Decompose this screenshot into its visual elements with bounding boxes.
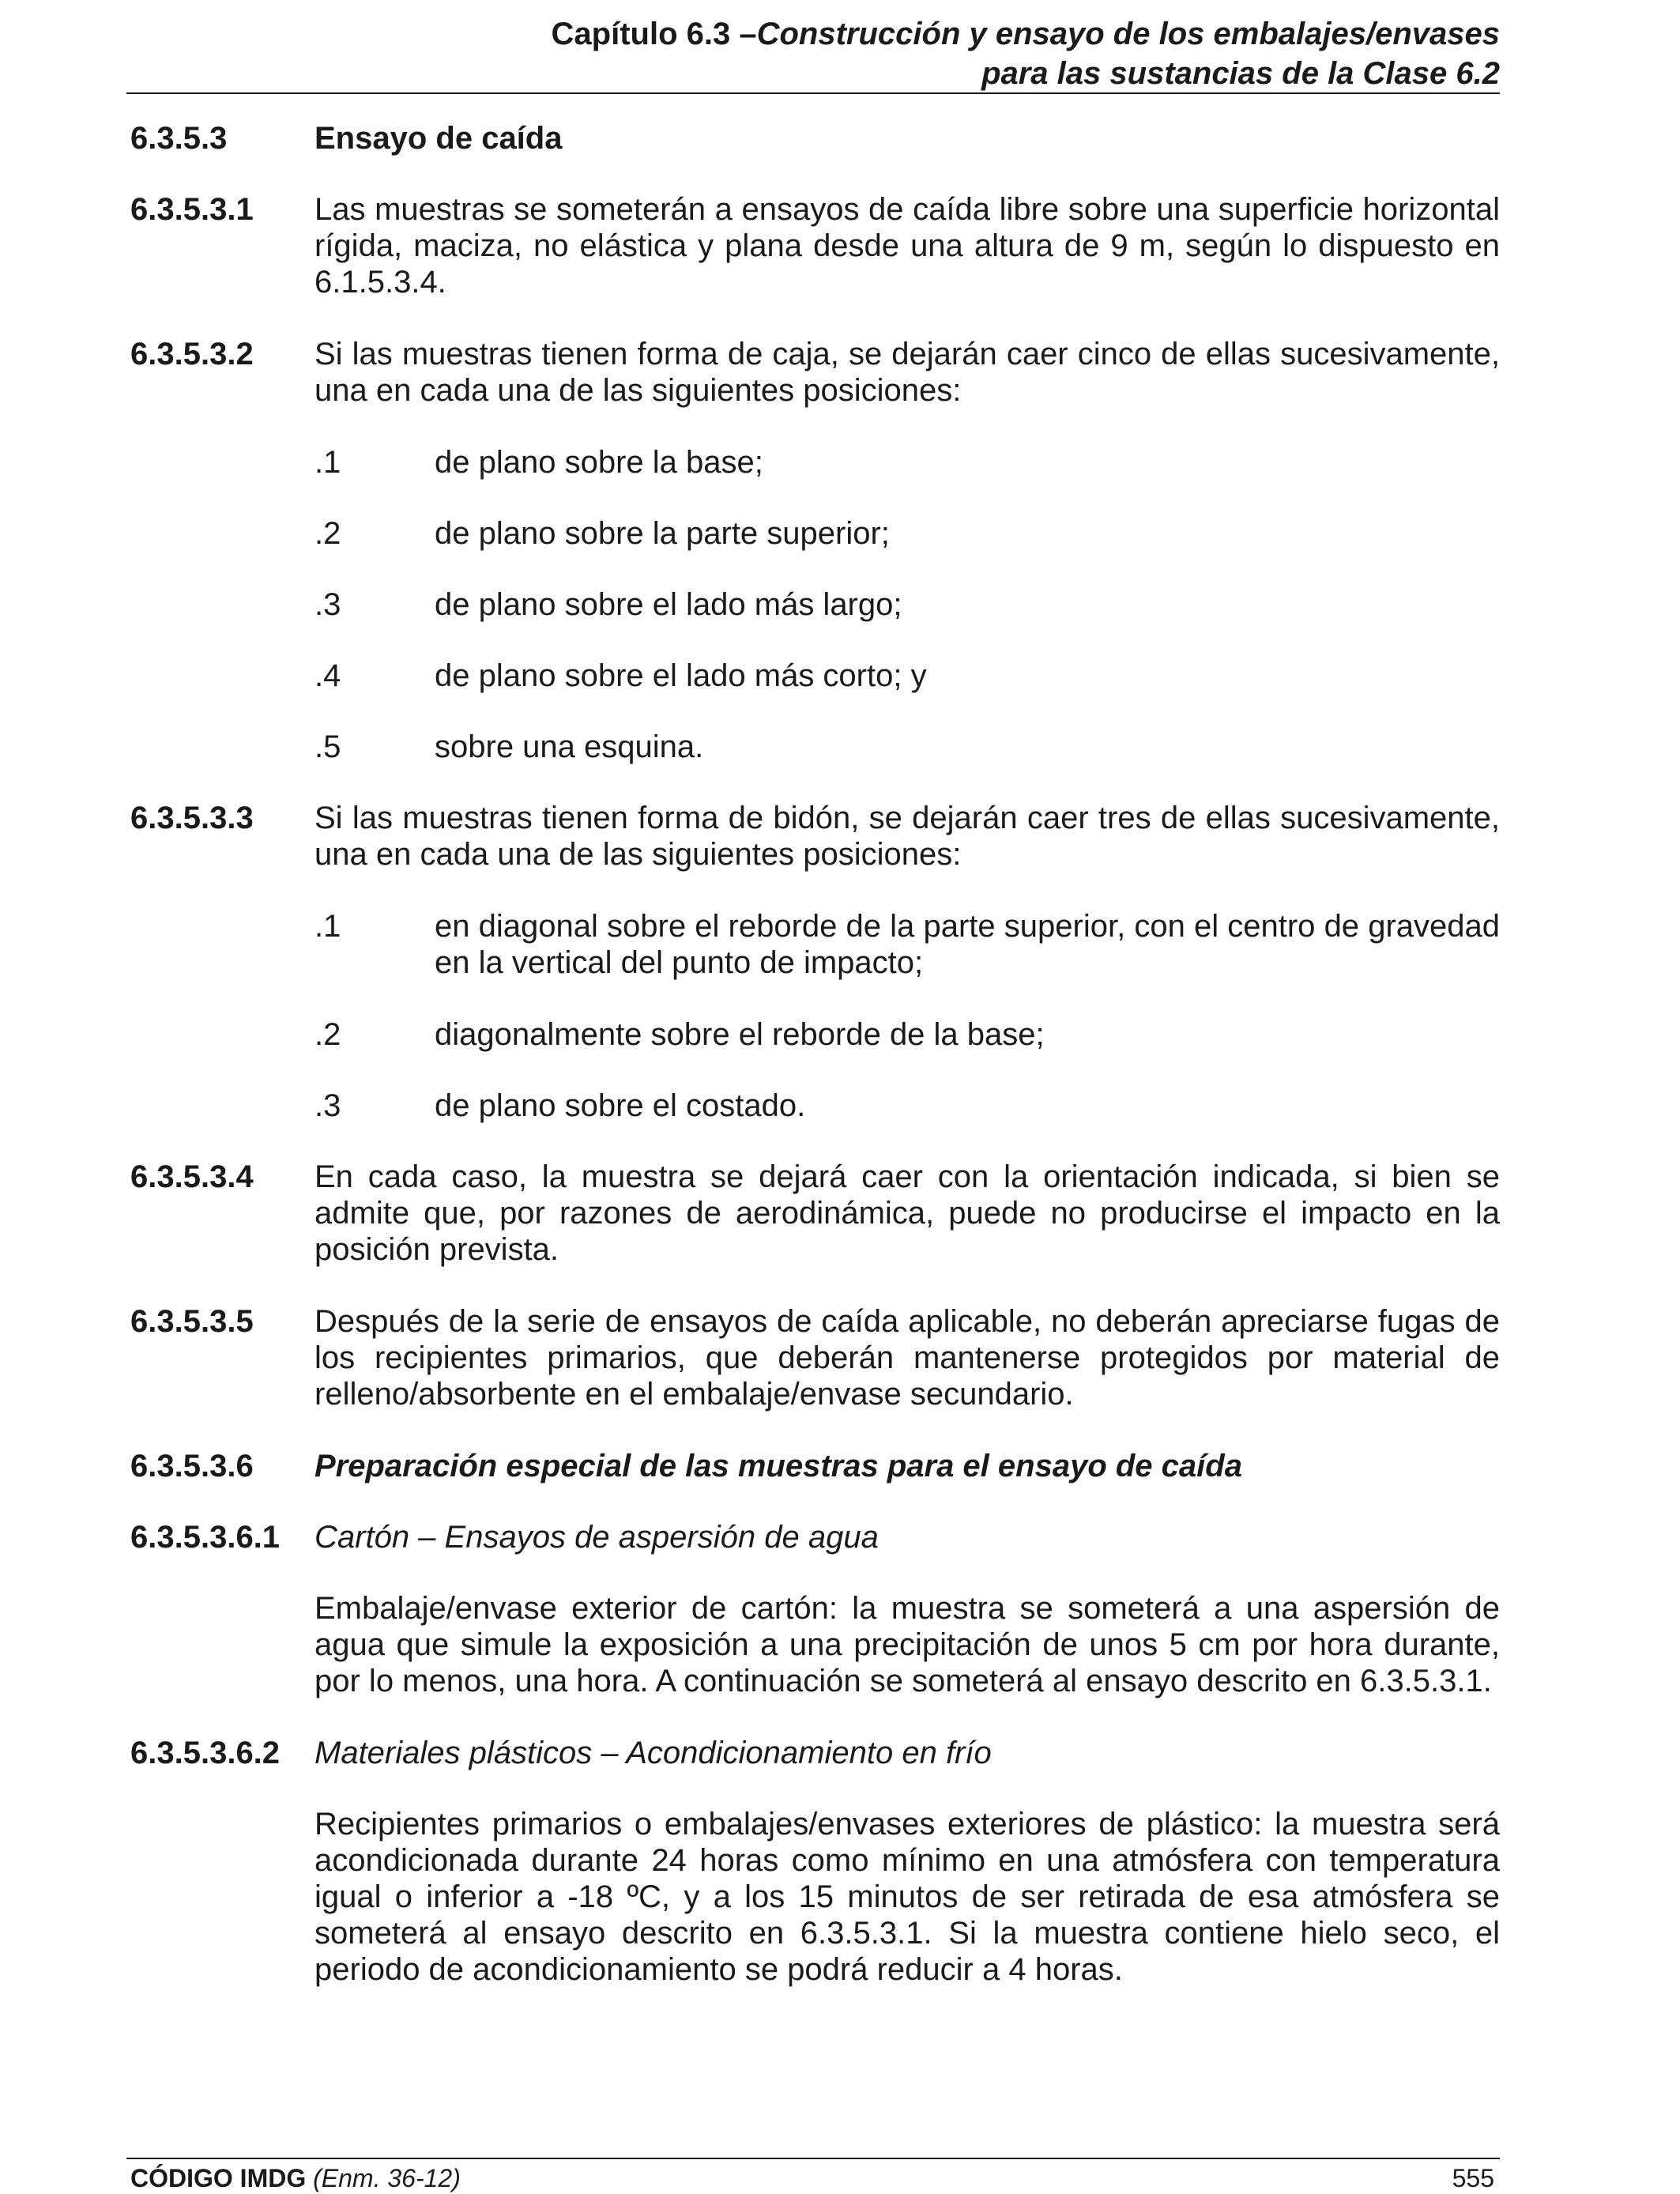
chapter-title-part1: Construcción y ensayo de los embalajes/envases <box>756 17 1500 51</box>
list-item-number: .3 <box>315 587 341 622</box>
list-item-text: diagonalmente sobre el reborde de la base; <box>435 1017 1045 1052</box>
paragraph <box>130 336 1500 409</box>
subsection-title: Cartón – Ensayos de aspersión de agua <box>315 1520 879 1555</box>
paragraph <box>130 1159 1500 1268</box>
header-rule <box>126 92 1500 94</box>
chapter-title-part2: para las sustancias de la Clase 6.2 <box>981 56 1500 91</box>
subsection-heading <box>130 1448 1500 1484</box>
list-item-number: .2 <box>315 516 341 551</box>
paragraph-text: Embalaje/envase exterior de cartón: la muestra se someterá a una aspersión de agua que simule la exposición a una precipitación de unos 5 cm por hora durante, por lo menos, una hora. A continuación se someterá al ensayo descrito en 6.3.5.3.1. <box>315 1591 1500 1698</box>
list-item-text: de plano sobre el lado más largo; <box>435 587 902 622</box>
paragraph <box>130 1806 1500 1988</box>
paragraph-number: 6.3.5.3.1 <box>130 192 254 227</box>
list-item-number: .4 <box>315 658 341 693</box>
list-item-number: .3 <box>315 1088 341 1123</box>
footer-rule <box>126 2158 1500 2159</box>
paragraph-number: 6.3.5.3.5 <box>130 1304 254 1339</box>
list-item <box>315 908 1500 981</box>
chapter-number: Capítulo 6.3 – <box>551 17 757 51</box>
paragraph-number: 6.3.5.3.6.2 <box>130 1736 281 1770</box>
page-number: 555 <box>1452 2164 1494 2192</box>
paragraph <box>130 1590 1500 1699</box>
list-item-number: .1 <box>315 909 341 944</box>
list-item-text: sobre una esquina. <box>435 729 704 764</box>
subsection-title: Materiales plásticos – Acondicionamiento en frío <box>315 1736 992 1770</box>
paragraph-number: 6.3.5.3.4 <box>130 1159 254 1194</box>
list-item <box>315 658 1500 694</box>
list-item-number: .2 <box>315 1017 341 1052</box>
list-item <box>315 515 1500 552</box>
list-item-text: de plano sobre el costado. <box>435 1088 806 1123</box>
section-number: 6.3.5.3 <box>130 121 228 156</box>
paragraph-text: Las muestras se someterán a ensayos de caída libre sobre una superficie horizontal rígida, maciza, no elástica y plana desde una altura de 9 m, según lo dispuesto en 6.1.5.3.4. <box>315 192 1500 300</box>
footer-left <box>130 2164 461 2192</box>
subsection-heading <box>130 1735 1500 1771</box>
list-item <box>315 1016 1500 1053</box>
paragraph-number: 6.3.5.3.6.1 <box>130 1520 281 1555</box>
list-item-number: .1 <box>315 445 341 480</box>
list-item-text: de plano sobre el lado más corto; y <box>435 658 927 693</box>
paragraph-text: Recipientes primarios o embalajes/envases exteriores de plástico: la muestra será acondicionada durante 24 horas como mínimo en una atmósfera con temperatura igual o inferior a -18 ºC, y a los 15 minutos de ser retirada de esa atmósfera se someterá al ensayo descrito en 6.3.5.3.1. Si la muestra contiene hielo seco, el periodo de acondicionamiento se podrá reducir a 4 horas. <box>315 1807 1500 1987</box>
section-title: Ensayo de caída <box>315 121 563 156</box>
chapter-header <box>126 14 1500 93</box>
list-item <box>315 729 1500 765</box>
paragraph-text: Después de la serie de ensayos de caída aplicable, no deberán apreciarse fugas de los recipientes primarios, que deberán mantenerse protegidos por material de relleno/absorbente en el embalaje/envase secundario. <box>315 1304 1500 1412</box>
list-item <box>315 444 1500 481</box>
subsection-heading <box>130 1519 1500 1555</box>
list-item-text: en diagonal sobre el reborde de la parte superior, con el centro de gravedad en la vertical del punto de impacto; <box>435 909 1500 980</box>
paragraph-number: 6.3.5.3.2 <box>130 337 254 371</box>
paragraph-number: 6.3.5.3.3 <box>130 801 254 835</box>
paragraph <box>130 1303 1500 1412</box>
page-body <box>130 120 1500 1988</box>
paragraph <box>130 800 1500 873</box>
paragraph-number: 6.3.5.3.6 <box>130 1449 254 1483</box>
list-item-number: .5 <box>315 729 341 764</box>
list-item <box>315 1088 1500 1124</box>
section-heading <box>130 120 1500 156</box>
chapter-header-line1 <box>126 14 1500 54</box>
list-item-text: de plano sobre la base; <box>435 445 763 480</box>
page-footer <box>130 2164 1494 2192</box>
paragraph-text: Si las muestras tienen forma de bidón, se dejarán caer tres de ellas sucesivamente, una en cada una de las siguientes posiciones: <box>315 801 1500 872</box>
paragraph <box>130 191 1500 300</box>
list-item <box>315 586 1500 623</box>
paragraph-text: Si las muestras tienen forma de caja, se dejarán caer cinco de ellas sucesivamente, una en cada una de las siguientes posiciones: <box>315 337 1500 408</box>
paragraph-text: En cada caso, la muestra se dejará caer con la orientación indicada, si bien se admite que, por razones de aerodinámica, puede no producirse el impacto en la posición prevista. <box>315 1159 1500 1267</box>
edition: (Enm. 36-12) <box>313 2164 461 2192</box>
code-name: CÓDIGO IMDG <box>130 2164 307 2192</box>
list-item-text: de plano sobre la parte superior; <box>435 516 890 551</box>
subsection-title: Preparación especial de las muestras para el ensayo de caída <box>315 1449 1242 1483</box>
